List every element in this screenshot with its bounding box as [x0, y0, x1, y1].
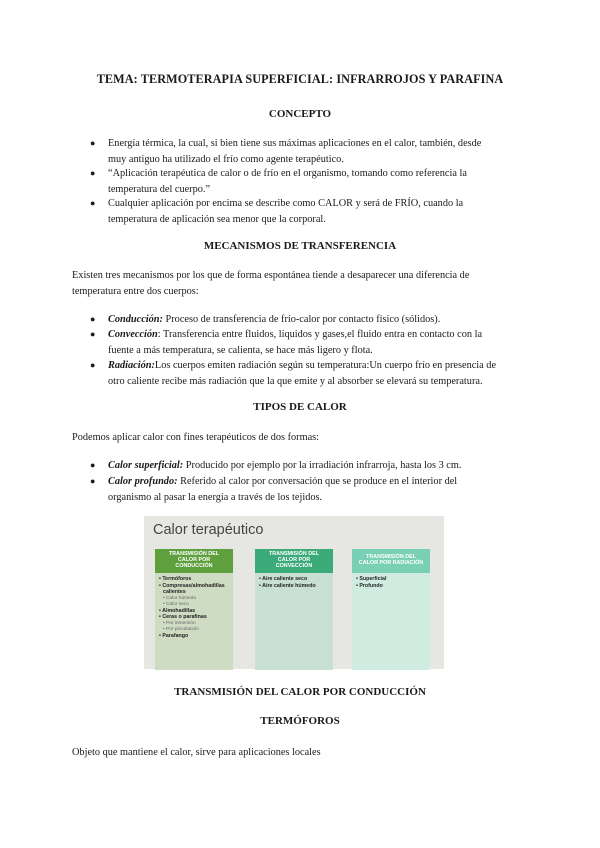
figure-item: • Compresas/almohadillas	[159, 582, 225, 589]
item-label: Termóforos	[162, 576, 192, 582]
figure-column-radiacion	[352, 549, 430, 670]
bullet-line: “Aplicación terapéutica de calor o de frío en el organismo, tomando como referencia la	[108, 168, 467, 179]
bullet-line: temperatura de aplicación sea menor que la corporal.	[108, 213, 326, 225]
document-title: TEMA: TERMOTERAPIA SUPERFICIAL: INFRARROJOS Y PARAFINA	[96, 72, 504, 86]
item-label: Parafango	[162, 632, 189, 639]
mecanismos-intro	[72, 268, 526, 299]
column-body	[155, 573, 233, 670]
figure-item: • Ceras o parafinas	[159, 614, 207, 621]
figure-item: • Parafango	[159, 632, 189, 639]
header-line: CONVECCIÓN	[275, 563, 313, 570]
subitem-label: Por pincelación	[166, 626, 199, 632]
item-label: Almohadillas	[162, 607, 196, 614]
bullet-icon: ●	[90, 314, 96, 324]
figure-item: • Profundo	[356, 582, 383, 589]
item-label: Aire caliente húmedo	[262, 582, 316, 589]
column-header	[155, 549, 233, 573]
subitem-label: Calor húmedo	[166, 595, 197, 601]
tipo-profundo	[90, 474, 526, 505]
figure-subitem: • Por inmersión	[163, 620, 196, 626]
bullet-line: temperatura del cuerpo.”	[108, 183, 211, 195]
bullet-icon: ●	[90, 138, 96, 148]
figure-subitem: • Calor húmedo	[163, 595, 197, 601]
column-body	[255, 573, 333, 670]
term-text: Referido al calor por conversación que se produce en el interior del	[177, 476, 458, 487]
figure-item: • Termóforos	[159, 576, 192, 582]
subitem-label: Por inmersión	[166, 620, 196, 626]
figure-item: • Aire caliente seco	[259, 576, 308, 582]
section-heading-tipos: TIPOS DE CALOR	[253, 401, 347, 413]
figure-item: • Superficial	[356, 576, 387, 582]
column-body	[352, 573, 430, 670]
header-line: CALOR POR	[177, 557, 211, 564]
bullet-line: fuente a más temperatura, se calienta, se hace más ligero y flota.	[108, 344, 373, 356]
item-label: Profundo	[359, 582, 383, 589]
bullet-line: otro caliente recibe más radiación que la que emite y al absorber se elevará su temperatura.	[108, 375, 483, 387]
subitem-label: Calor seco	[166, 601, 189, 607]
bullet-line: Cualquier aplicación por encima se describe como CALOR y será de FRÍO, cuando la	[108, 198, 464, 209]
term-label: Convección	[108, 329, 158, 340]
item-label: Superficial	[359, 576, 387, 582]
bullet-line: organismo al pasar la energía a través de los tejidos.	[108, 491, 323, 503]
section-heading-termoforos: TERMÓFOROS	[260, 715, 340, 727]
concepto-bullet-2	[90, 166, 526, 197]
mecanismo-conduccion	[90, 312, 526, 328]
term-text: Los cuerpos emiten radiación según su temperatura:Un cuerpo frío en presencia de	[154, 360, 497, 371]
termoforos-text: Objeto que mantiene el calor, sirve para aplicaciones locales	[72, 747, 321, 758]
term-text: : Transferencia entre fluidos, líquidos y gases,el fluido entra en contacto con la	[157, 329, 483, 340]
header-line: CONDUCCIÓN	[175, 563, 213, 570]
item-label: Ceras o parafinas	[162, 614, 207, 621]
term-label: Conducción:	[108, 314, 163, 325]
header-line: CALOR POR	[277, 557, 311, 564]
term-text: Producido por ejemplo por la irradiación infrarroja, hasta los 3 cm.	[183, 460, 462, 471]
tipo-superficial	[90, 458, 526, 474]
figure-subitem: • Por pincelación	[163, 626, 199, 632]
mecanismo-conveccion	[90, 327, 526, 358]
bullet-line: Energía térmica, la cual, si bien tiene sus máximas aplicaciones en el calor, también, desde	[108, 138, 482, 149]
section-heading-concepto: CONCEPTO	[268, 108, 332, 120]
bullet-line: muy antiguo ha utilizado el frío como agente terapéutico.	[108, 153, 344, 165]
header-line: TRANSMISIÓN DEL	[365, 554, 416, 560]
column-header	[352, 549, 430, 573]
section-heading-transmision: TRANSMISIÓN DEL CALOR POR CONDUCCIÓN	[174, 686, 426, 698]
mecanismo-radiacion	[90, 358, 526, 389]
figure-column-conveccion	[255, 549, 333, 670]
header-line: TRANSMISIÓN DEL	[268, 551, 319, 557]
concepto-bullet-3	[90, 196, 526, 227]
bullet-icon: ●	[90, 329, 96, 339]
header-line: CALOR POR RADIACIÓN	[358, 560, 424, 567]
figure-item: • Almohadillas	[159, 607, 196, 614]
bullet-icon: ●	[90, 168, 96, 178]
figure-item: • Aire caliente húmedo	[259, 582, 316, 589]
bullet-icon: ●	[90, 476, 96, 486]
term-label: Calor superficial:	[108, 460, 184, 471]
calor-terapeutico-figure	[144, 516, 444, 669]
term-label: Calor profundo:	[108, 476, 178, 487]
figure-column-conduccion	[155, 549, 233, 670]
section-heading-mecanismos: MECANISMOS DE TRANSFERENCIA	[203, 240, 397, 252]
bullet-icon: ●	[90, 460, 96, 470]
tipos-intro: Podemos aplicar calor con fines terapéuticos de dos formas:	[72, 432, 320, 443]
bullet-icon: ●	[90, 198, 96, 208]
term-text: Proceso de transferencia de frío-calor por contacto físico (sólidos).	[162, 314, 441, 325]
para-line: Existen tres mecanismos por los que de forma espontánea tiende a desaparecer una diferencia de	[72, 270, 470, 281]
term-label: Radiación:	[108, 360, 155, 371]
para-line: temperatura entre dos cuerpos:	[72, 285, 199, 297]
item-label: Compresas/almohadillas	[162, 582, 225, 589]
bullet-icon: ●	[90, 360, 96, 370]
column-header	[255, 549, 333, 573]
figure-item: calientes	[163, 589, 186, 596]
header-line: TRANSMISIÓN DEL	[168, 551, 219, 557]
figure-title: Calor terapéutico	[153, 522, 264, 538]
item-label: Aire caliente seco	[262, 576, 308, 582]
figure-subitem: • Calor seco	[163, 601, 189, 607]
concepto-bullet-1	[90, 136, 526, 167]
